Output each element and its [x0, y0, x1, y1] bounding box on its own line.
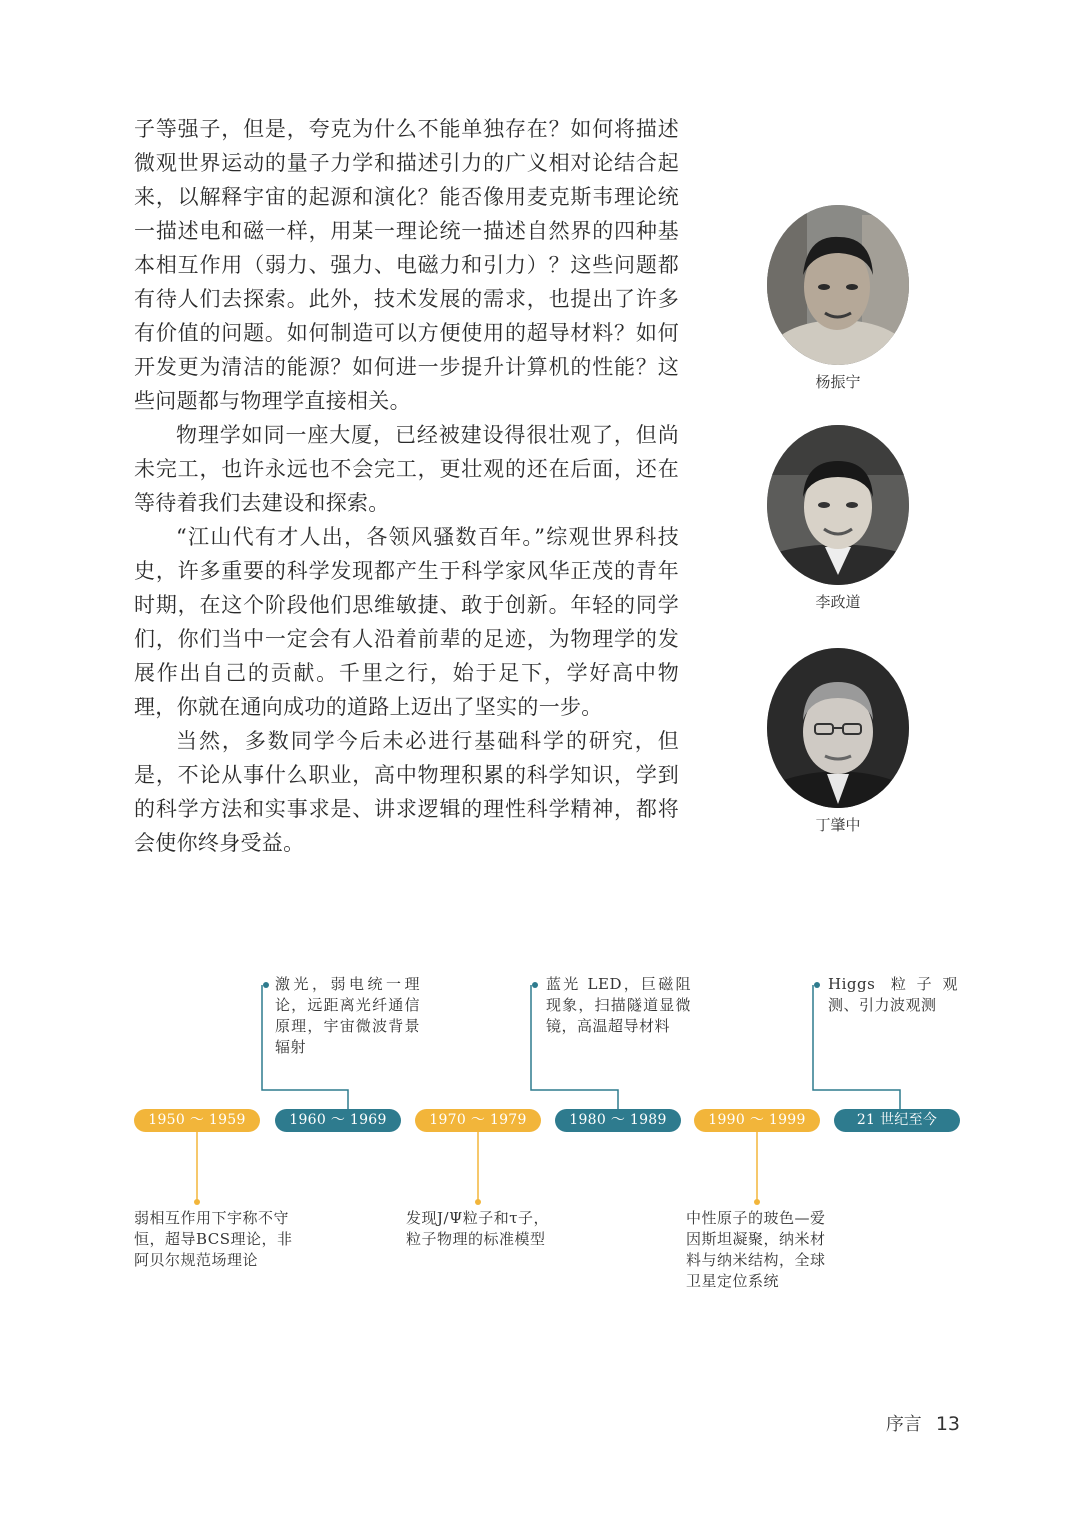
page-footer: [886, 1410, 960, 1436]
timeline-event-1960s: 激光，弱电统一理论，远距离光纤通信原理，宇宙微波背景辐射: [275, 975, 420, 1056]
timeline-period-21st: 21 世纪至今: [834, 1109, 960, 1132]
paragraph: “江山代有才人出，各领风骚数百年。”综观世界科技史，许多重要的科学发现都产生于科学家风华正茂的青年时期，在这个阶段他们思维敏捷、敢于创新。年轻的同学们，你们当中一定会有人沿着前辈的足迹，为物理学的发展作出自己的贡献。千里之行，始于足下，学好高中物理，你就在通向成功的道路上迈出了坚实的一步。: [134, 525, 679, 719]
portrait-caption: 杨振宁: [815, 373, 861, 391]
timeline-period-1990s: 1990 ～ 1999: [694, 1109, 820, 1132]
portrait-2: [767, 425, 909, 612]
portrait-photo: [767, 648, 909, 808]
portrait-photo: [767, 205, 909, 365]
footer-section: 序言: [885, 1414, 922, 1435]
timeline-event-21st: Higgs 粒子观测、引力波观测: [828, 975, 958, 1014]
portrait-3: [767, 648, 909, 835]
page-number: 13: [935, 1413, 960, 1435]
timeline-event-1970s: 发现J/Ψ粒子和τ子，粒子物理的标准模型: [406, 1209, 550, 1248]
portrait-caption: 李政道: [815, 593, 861, 611]
timeline-event-1980s: 蓝光 LED，巨磁阻现象，扫描隧道显微镜，高温超导材料: [546, 975, 691, 1035]
portrait-1: [767, 205, 909, 392]
portrait-photo: [767, 425, 909, 585]
timeline-period-1960s: 1960 ～ 1969: [275, 1109, 401, 1132]
timeline-period-1980s: 1980 ～ 1989: [555, 1109, 681, 1132]
timeline: [0, 960, 1080, 1320]
paragraph: 物理学如同一座大厦，已经被建设得很壮观了，但尚未完工，也许永远也不会完工，更壮观的还在后面，还在等待着我们去建设和探索。: [134, 423, 679, 515]
timeline-period-1950s: 1950 ～ 1959: [134, 1109, 260, 1132]
timeline-period-1970s: 1970 ～ 1979: [415, 1109, 541, 1132]
timeline-event-1990s: 中性原子的玻色—爱因斯坦凝聚，纳米材料与纳米结构，全球卫星定位系统: [686, 1209, 826, 1290]
paragraph: 子等强子，但是，夸克为什么不能单独存在？如何将描述微观世界运动的量子力学和描述引力的广义相对论结合起来，以解释宇宙的起源和演化？能否像用麦克斯韦理论统一描述电和磁一样，用某一理论统一描述自然界的四种基本相互作用（弱力、强力、电磁力和引力）？这些问题都有待人们去探索。此外，技术发展的需求，也提出了许多有价值的问题。如何制造可以方便使用的超导材料？如何开发更为清洁的能源？如何进一步提升计算机的性能？这些问题都与物理学直接相关。: [134, 117, 679, 413]
paragraph: 当然，多数同学今后未必进行基础科学的研究，但是，不论从事什么职业，高中物理积累的科学知识，学到的科学方法和实事求是、讲求逻辑的理性科学精神，都将会使你终身受益。: [134, 729, 679, 855]
portrait-caption: 丁肇中: [815, 816, 861, 834]
timeline-event-1950s: 弱相互作用下宇称不守恒，超导BCS理论，非阿贝尔规范场理论: [134, 1209, 293, 1269]
body-text: [134, 112, 679, 860]
